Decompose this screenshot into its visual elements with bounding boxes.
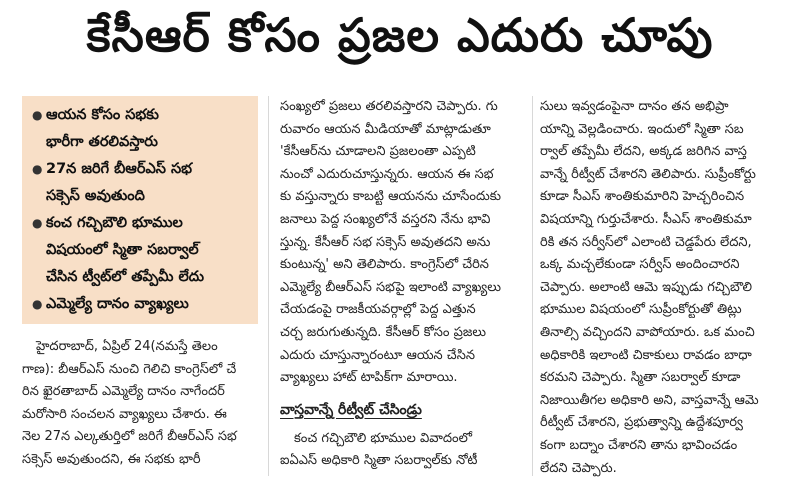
text-line: లేదని చెప్పారు. xyxy=(540,460,617,476)
text-line: వాన్నే రీట్వీట్ చేశారని తెలిపారు. సుప్రీంకోర్టు xyxy=(540,166,756,182)
text-line: సక్సెస్ అవుతుందని, ఈ సభకు భారీ xyxy=(22,451,201,467)
text-line: ర్వాల్ తప్పేమీ లేదని, అక్కడ జరిగిన వాస్త xyxy=(540,144,747,160)
text-line: ఐఏఎస్ అధికారి స్మితా సబర్వాల్‌కు నోటీ xyxy=(280,453,478,469)
text-line: అధికారికి ఇలాంటి చికాకులు రావడం బాధా xyxy=(540,347,752,363)
text-line: చెప్పారు. అలాంటి ఆమె ఇప్పుడు గచ్చిబౌలి xyxy=(540,279,753,295)
text-line: జనాలు పెద్ద సంఖ్యలోనే వస్తరని నేను భావి xyxy=(280,211,491,227)
column-divider xyxy=(268,96,269,476)
text-line: చేయడంపై రాజకీయవర్గాల్లో పెద్ద ఎత్తున xyxy=(280,302,476,318)
subheading: వాస్తవాన్నే రీట్వీట్ చేసిండ్రు xyxy=(280,401,422,418)
highlight-item xyxy=(32,102,250,156)
text-line: రీట్వీట్ చేశారని, ప్రభుత్వాన్ని ఉద్దేశపూర్వ xyxy=(540,415,743,431)
text-line: విషయాన్ని గుర్తుచేశారు. సీఎస్ శాంతికుమా xyxy=(540,211,752,227)
text-line: రువారం ఆయన మీడియాతో మాట్లాడుతూ xyxy=(280,121,491,137)
text-line: కూడా సీఎస్ శాంతికుమారిని హెచ్చరించిన xyxy=(540,189,745,205)
text-line: కరమని చెప్పారు. స్మితా సబర్వాల్ కూడా xyxy=(540,370,741,386)
text-line: గాణ): బీఆర్ఎస్ నుంచి గెలిచి కాంగ్రెస్‌లో చే xyxy=(22,361,237,377)
text-line: నిజాయితీగల అధికారి అని, వాస్తవాన్నే ఆమె xyxy=(540,392,759,408)
highlight-item xyxy=(32,291,250,318)
column-divider xyxy=(532,96,533,476)
text-line: తినాల్సి వచ్చిందని వాపోయారు. ఒక మంచి xyxy=(540,324,755,340)
highlight-item xyxy=(32,210,250,291)
text-line: స్తున్న. కేసీఆర్ సభ సక్సెస్ అవుతదని అను xyxy=(280,234,491,250)
text-line: ఒక్క మచ్చలేకుండా సర్వీస్ అందించారని xyxy=(540,257,740,273)
highlight-line: ఎమ్మెల్యే దానం వ్యాఖ్యలు xyxy=(46,296,189,312)
highlight-line: భారీగా తరలివస్తారు xyxy=(46,134,158,150)
headline: కేసీఆర్ కోసం ప్రజల ఎదురు చూపు xyxy=(86,8,714,62)
text-line: హైదరాబాద్, ఏప్రిల్ 24(నమస్తే తెలం xyxy=(36,339,218,354)
bullet-icon: ● xyxy=(32,162,43,176)
text-line: రిన ఖైరతాబాద్ ఎమ్మెల్యే దానం నాగేందర్ xyxy=(22,384,225,400)
text-line: కుంటున్న' అని తెలిపారు. కాంగ్రెస్‌లో చేరిన xyxy=(280,257,489,273)
bullet-icon: ● xyxy=(32,216,43,230)
text-line: కు వస్తున్నారు కాబట్టి ఆయనను చూసేందుకు xyxy=(280,189,501,205)
highlight-line: కంచ గచ్చిబౌలి భూముల xyxy=(46,215,183,231)
article-column-left xyxy=(22,336,258,472)
text-line: నెల 27న ఎల్కతుర్తిలో జరిగే బీఆర్ఎస్ సభ xyxy=(22,429,237,445)
highlight-line: చేసిన ట్వీట్‌లో తప్పేమీ లేదు xyxy=(46,269,205,285)
text-line: రికి తన సర్వీస్‌లో ఎలాంటి చెడ్డపేరు లేదని, xyxy=(540,234,752,250)
text-line: సులు ఇవ్వడంపైనా దానం తన అభిప్రా xyxy=(540,99,729,114)
text-line: కంచ గచ్చిబౌలి భూముల వివాదంలో xyxy=(294,430,473,446)
bullet-icon: ● xyxy=(32,297,43,311)
text-line: చర్చ జరుగుతున్నది. కేసీఆర్ కోసం ప్రజలు xyxy=(280,324,487,340)
text-line: కంగా బద్నాం చేశారని తాను భావించడం xyxy=(540,437,738,453)
text-line: యాన్ని వెల్లడించారు. ఇందులో స్మితా సబ xyxy=(540,121,744,137)
article-column-right xyxy=(540,96,780,480)
highlight-line: సక్సెస్ అవుతుంది xyxy=(46,188,145,204)
article-column-middle xyxy=(280,96,525,473)
text-line: ఎదురు చూస్తున్నారంటూ ఆయన చేసిన xyxy=(280,347,475,363)
highlight-item xyxy=(32,156,250,210)
text-line: భూముల విషయంలో సుప్రీంకోర్టుతో తిట్లు xyxy=(540,302,742,318)
text-line: మరోసారి సంచలన వ్యాఖ్యలు చేశారు. ఈ xyxy=(22,406,227,422)
highlights-box xyxy=(22,96,258,324)
bullet-icon: ● xyxy=(32,108,43,122)
text-line: నుంచో ఎదురుచూస్తున్నరు. ఆయన ఈ సభ xyxy=(280,166,494,182)
text-line: ఎమ్మెల్యే బీఆర్ఎస్ సభపై ఇలాంటి వ్యాఖ్యలు xyxy=(280,279,501,295)
highlight-line: 27న జరిగే బీఆర్ఎస్ సభ xyxy=(46,161,193,177)
highlight-line: ఆయన కోసం సభకు xyxy=(46,107,159,123)
highlight-line: విషయంలో స్మితా సబర్వాల్ xyxy=(46,242,199,258)
text-line: సంఖ్యలో ప్రజలు తరలివస్తారని చెప్పారు. గు xyxy=(280,99,498,114)
text-line: 'కేసీఆర్‌ను చూడాలని ప్రజలంతా ఎప్పటి xyxy=(280,144,476,160)
text-line: వ్యాఖ్యలు హాట్ టాపిక్‌గా మారాయి. xyxy=(280,370,458,386)
